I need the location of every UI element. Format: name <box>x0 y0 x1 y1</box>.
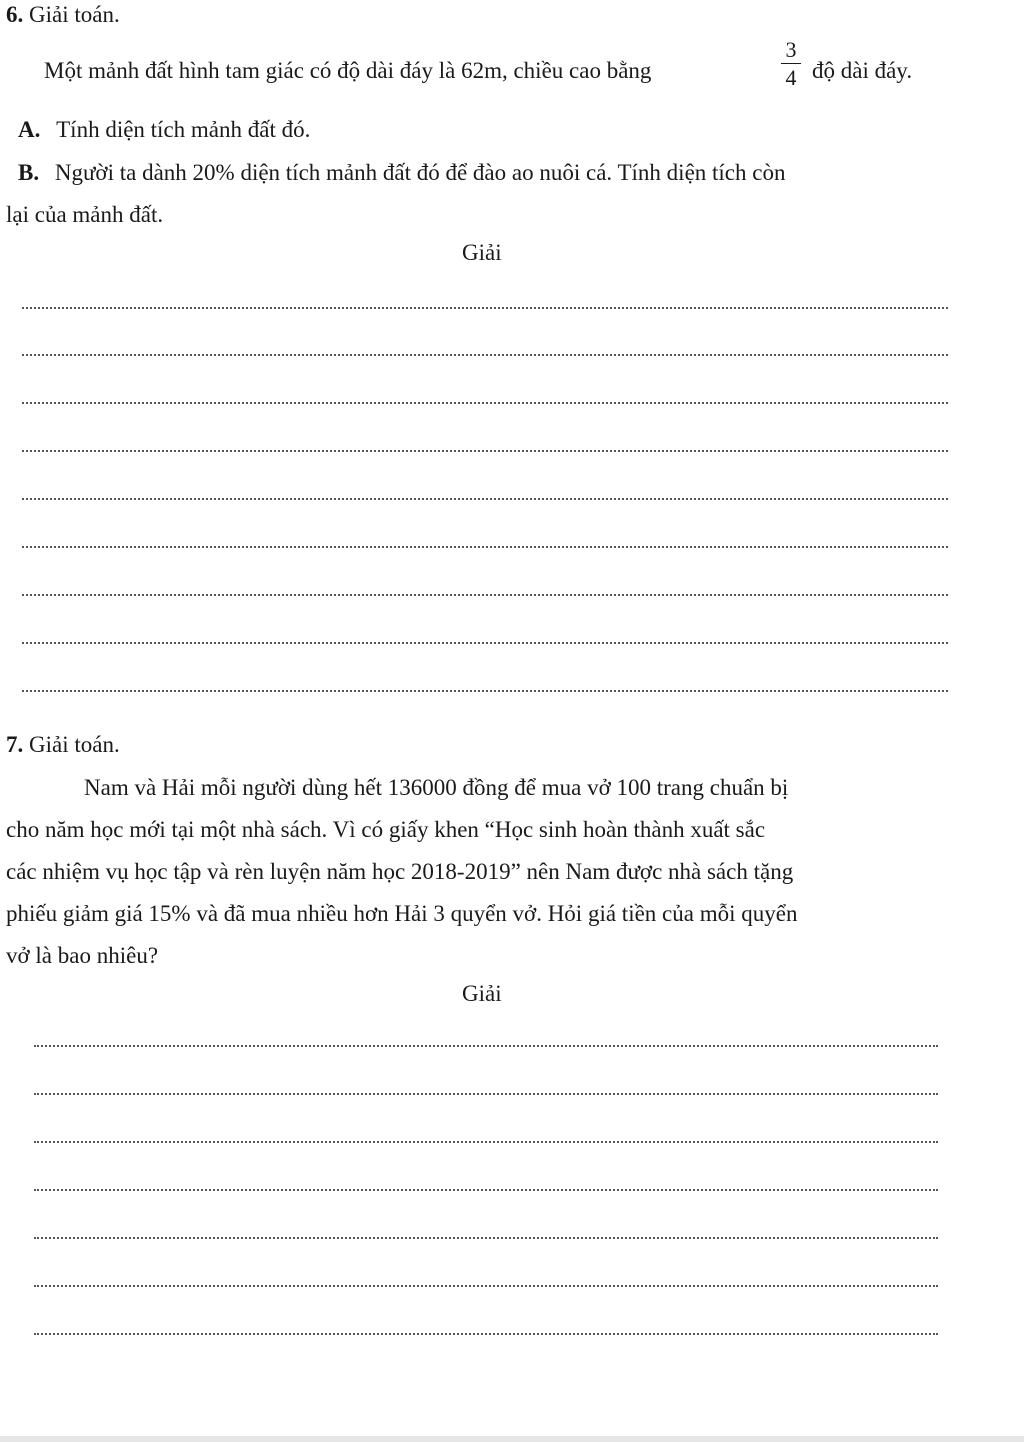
problem-6-header <box>6 0 120 30</box>
answer-line <box>22 690 948 692</box>
problem-6-number: 6. <box>6 2 24 27</box>
answer-line <box>34 1285 938 1287</box>
answer-line <box>22 642 948 644</box>
problem-7-line: vở là bao nhiêu? <box>6 943 159 968</box>
problem-7-line: phiếu giảm giá 15% và đã mua nhiều hơn Hải 3 quyển vở. Hỏi giá tiền của mỗi quyển <box>6 901 798 926</box>
fraction-bar <box>781 63 801 64</box>
page-bottom-edge <box>0 1436 1024 1442</box>
problem-7-header <box>6 730 120 760</box>
problem-6-solution-heading: Giải <box>462 240 502 265</box>
answer-line <box>22 498 948 500</box>
answer-line <box>34 1141 938 1143</box>
part-a-text: Tính diện tích mảnh đất đó. <box>56 117 311 142</box>
answer-line <box>34 1333 938 1335</box>
part-a-label: A. <box>18 117 41 142</box>
part-b-text-line2: lại của mảnh đất. <box>6 202 164 227</box>
answer-line <box>22 546 948 548</box>
problem-7-solution-heading: Giải <box>462 981 502 1006</box>
part-b-text-line1: Người ta dành 20% diện tích mảnh đất đó để đào ao nuôi cá. Tính diện tích còn <box>54 160 786 185</box>
problem-6-statement-end: độ dài đáy. <box>812 58 913 83</box>
answer-line <box>22 450 948 452</box>
answer-line <box>22 402 948 404</box>
answer-line <box>34 1045 938 1047</box>
problem-6-title: Giải toán. <box>29 2 120 27</box>
answer-line <box>22 594 948 596</box>
answer-line <box>34 1237 938 1239</box>
problem-6-statement: Một mảnh đất hình tam giác có độ dài đáy là 62m, chiều cao bằng <box>44 58 652 83</box>
fraction-denominator: 4 <box>785 65 797 90</box>
answer-line <box>34 1093 938 1095</box>
problem-6-part-a <box>18 115 310 145</box>
problem-7-title: Giải toán. <box>29 732 120 757</box>
problem-7-number: 7. <box>6 732 24 757</box>
fraction-numerator: 3 <box>785 37 797 62</box>
problem-6-part-b <box>18 158 785 188</box>
part-b-label: B. <box>18 160 40 185</box>
problem-7-line: cho năm học mới tại một nhà sách. Vì có giấy khen “Học sinh hoàn thành xuất sắc <box>6 817 766 842</box>
answer-line <box>22 307 948 309</box>
answer-line <box>22 354 948 356</box>
problem-7-line: Nam và Hải mỗi người dùng hết 136000 đồng để mua vở 100 trang chuẩn bị <box>84 775 789 800</box>
fraction-three-quarters <box>781 38 801 90</box>
answer-line <box>34 1189 938 1191</box>
problem-7-line: các nhiệm vụ học tập và rèn luyện năm học 2018-2019” nên Nam được nhà sách tặng <box>6 859 794 884</box>
